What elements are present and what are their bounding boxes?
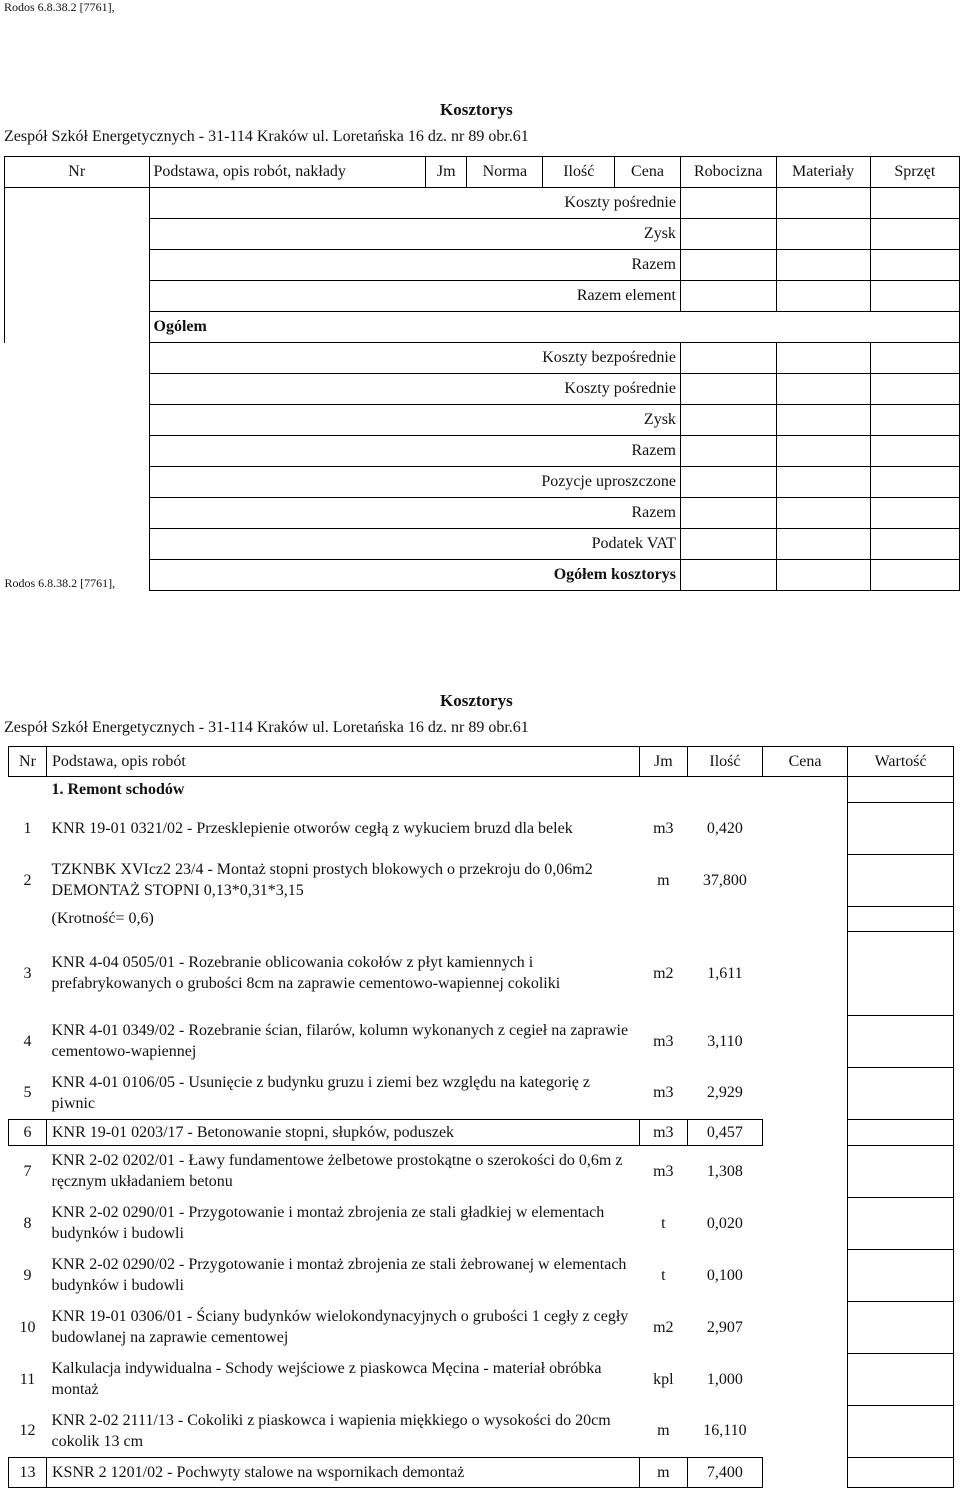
row-unit: m3 [653, 1032, 674, 1050]
table-row [9, 1145, 954, 1197]
row-unit: m3 [653, 1084, 674, 1102]
summary-header-row [5, 157, 960, 188]
summary-row-label: Koszty pośrednie [149, 374, 680, 405]
row-nr: 3 [23, 964, 32, 982]
summary-row-label: Razem element [149, 281, 680, 312]
ogolem-label: Ogólem [149, 312, 960, 343]
row-qty: 37,800 [702, 871, 747, 889]
row-unit: m2 [653, 1318, 674, 1336]
cost-header-row [9, 747, 954, 777]
row-price [762, 1119, 847, 1145]
row-value [848, 1405, 954, 1457]
row-value [848, 1249, 954, 1301]
row-unit: m [639, 1457, 687, 1487]
row-description: TZKNBK XVIcz2 23/4 - Montaż stopni prostych blokowych o przekroju do 0,06m2 DEMONTAŻ STOPNI 0,13*0,31*3,15 [51, 861, 593, 899]
row-description: KNR 2-02 0290/02 - Przygotowanie i montaż zbrojenia ze stali żebrowanej w elementach budynków i budowli [51, 1256, 627, 1294]
summary-row-label: Zysk [149, 219, 680, 250]
table-row [9, 1457, 954, 1487]
hdr-norm: Norma [467, 157, 543, 188]
row-price [762, 1197, 847, 1249]
address-1: Zespół Szkół Energetycznych - 31-114 Kraków ul. Loretańska 16 dz. nr 89 obr.61 [4, 128, 529, 145]
row-description: KNR 19-01 0321/02 - Przesklepienie otworów cegłą z wykuciem bruzd dla belek [51, 819, 573, 837]
hdr-equipment: Sprzęt [870, 157, 959, 188]
summary-row-label: Razem [149, 250, 680, 281]
row-unit: t [661, 1266, 666, 1284]
row-unit: m3 [639, 1119, 687, 1145]
row-value [848, 1067, 954, 1119]
row-qty: 7,400 [687, 1457, 762, 1487]
row-value [848, 854, 954, 906]
row-description: KNR 4-01 0106/05 - Usunięcie z budynku gruzu i ziemi bez względu na kategorię z piwnic [51, 1073, 591, 1112]
row-price [762, 1145, 847, 1197]
table-row [9, 1119, 954, 1145]
summary-row-label: Koszty bezpośrednie [149, 343, 680, 374]
grand-total-label: Ogółem kosztorys [149, 560, 680, 591]
hdr2-basis: Podstawa, opis robót [47, 747, 640, 777]
row-qty: 0,420 [706, 819, 743, 837]
row-unit: m3 [653, 819, 674, 837]
table-row [9, 931, 954, 1015]
hdr2-nr: Nr [9, 747, 47, 777]
row-price [762, 1015, 847, 1067]
row-description: KNR 4-04 0505/01 - Rozebranie oblicowania cokołów z płyt kamiennych i prefabrykowanych o grubości 8cm na zaprawie cementowo-wapiennej cokoliki [51, 954, 561, 992]
row-qty: 3,110 [707, 1032, 743, 1050]
row-nr: 9 [23, 1266, 32, 1284]
summary-row-label: Zysk [149, 405, 680, 436]
row-nr: 10 [19, 1318, 36, 1336]
row-nr: 5 [23, 1084, 32, 1102]
row-nr: 8 [23, 1214, 32, 1232]
row-unit: m2 [653, 964, 674, 982]
cost-table [8, 746, 954, 1488]
row-unit: kpl [653, 1370, 674, 1388]
multiplier-note: (Krotność= 0,6) [51, 910, 154, 927]
row-qty: 0,020 [706, 1214, 743, 1232]
hdr-qty: Ilość [543, 157, 615, 188]
row-description: KNR 2-02 0202/01 - Ławy fundamentowe żelbetowe prostokątne o szerokości do 0,6m z ręcznym układaniem betonu [51, 1152, 623, 1191]
row-price [762, 1353, 847, 1405]
row-value [848, 931, 954, 1015]
row-nr: 1 [23, 819, 32, 837]
summary-row-label: Razem [149, 498, 680, 529]
row-description: Kalkulacja indywidualna - Schody wejściowe z piaskowca Męcina - materiał obróbka montaż [51, 1360, 602, 1398]
summary-row-label: Razem [149, 436, 680, 467]
row-nr: 6 [9, 1119, 47, 1145]
table-row [9, 1067, 954, 1119]
hdr2-qty: Ilość [687, 747, 762, 777]
address-2: Zespół Szkół Energetycznych - 31-114 Kraków ul. Loretańska 16 dz. nr 89 obr.61 [4, 719, 529, 736]
row-qty: 0,457 [687, 1119, 762, 1145]
table-row [9, 1197, 954, 1249]
row-nr: 13 [9, 1457, 47, 1487]
section-title: 1. Remont schodów [51, 781, 185, 798]
summary-row-label: Podatek VAT [149, 529, 680, 560]
footer-mark-inline: Rodos 6.8.38.2 [7761], [4, 575, 116, 590]
row-qty: 0,100 [706, 1266, 743, 1284]
row-price [762, 1457, 847, 1487]
row-nr: 4 [23, 1032, 32, 1050]
row-value [848, 1119, 954, 1145]
doc-title-1: Kosztorys [440, 100, 513, 119]
row-qty: 2,907 [706, 1318, 743, 1336]
row-qty: 2,929 [706, 1084, 743, 1102]
row-unit: m [657, 1422, 670, 1440]
row-unit: m3 [653, 1162, 674, 1180]
row-price [762, 1249, 847, 1301]
summary-row-label: Koszty pośrednie [149, 188, 680, 219]
table-row [9, 854, 954, 906]
row-value [848, 1145, 954, 1197]
hdr2-price: Cena [762, 747, 847, 777]
row-value [848, 1197, 954, 1249]
table-row [9, 1353, 954, 1405]
row-price [762, 931, 847, 1015]
row-nr: 7 [23, 1162, 32, 1180]
row-value [848, 1353, 954, 1405]
hdr-price: Cena [615, 157, 681, 188]
table-row [9, 1405, 954, 1457]
table-row [9, 802, 954, 854]
row-nr: 11 [19, 1370, 36, 1388]
table-row [9, 1249, 954, 1301]
hdr-basis: Podstawa, opis robót, nakłady [149, 157, 426, 188]
row-qty: 16,110 [703, 1422, 747, 1440]
row-value [848, 1301, 954, 1353]
row-description: KNR 19-01 0306/01 - Ściany budynków wielokondynacyjnych o grubości 1 cegły z cegły budowlanej na zaprawie cementowej [51, 1308, 629, 1346]
row-value [848, 1015, 954, 1067]
hdr-materials: Materiały [776, 157, 870, 188]
row-price [762, 1301, 847, 1353]
row-description: KNR 4-01 0349/02 - Rozebranie ścian, filarów, kolumn wykonanych z cegieł na zaprawie cementowo-wapiennej [51, 1022, 629, 1060]
row-value [848, 802, 954, 854]
row-unit: t [661, 1214, 666, 1232]
footer-mark-top: Rodos 6.8.38.2 [7761], [4, 0, 115, 14]
row-nr: 2 [23, 871, 32, 889]
row-price [762, 854, 847, 906]
table-row [9, 1015, 954, 1067]
row-price [762, 802, 847, 854]
hdr-unit: Jm [426, 157, 467, 188]
table-row [9, 1301, 954, 1353]
row-qty: 1,000 [706, 1370, 743, 1388]
hdr2-unit: Jm [639, 747, 687, 777]
doc-title-2: Kosztorys [440, 691, 513, 710]
row-description: KNR 19-01 0203/17 - Betonowanie stopni, słupków, poduszek [47, 1119, 640, 1145]
summary-row-label: Pozycje uproszczone [149, 467, 680, 498]
hdr-nr: Nr [5, 157, 150, 188]
row-qty: 1,611 [707, 964, 743, 982]
row-description: KNR 2-02 2111/13 - Cokoliki z piaskowca i wapienia miękkiego o wysokości do 20cm cokolik 13 cm [51, 1411, 611, 1450]
row-description: KSNR 2 1201/02 - Pochwyty stalowe na wspornikach demontaż [47, 1457, 640, 1487]
row-qty: 1,308 [706, 1162, 743, 1180]
row-nr: 12 [19, 1422, 36, 1440]
row-value [848, 1457, 954, 1487]
row-unit: m [657, 871, 670, 889]
row-price [762, 1067, 847, 1119]
hdr-labor: Robocizna [680, 157, 776, 188]
summary-table [4, 156, 960, 591]
hdr2-value: Wartość [848, 747, 954, 777]
row-description: KNR 2-02 0290/01 - Przygotowanie i montaż zbrojenia ze stali gładkiej w elementach budynków i budowli [51, 1204, 605, 1242]
row-price [762, 1405, 847, 1457]
